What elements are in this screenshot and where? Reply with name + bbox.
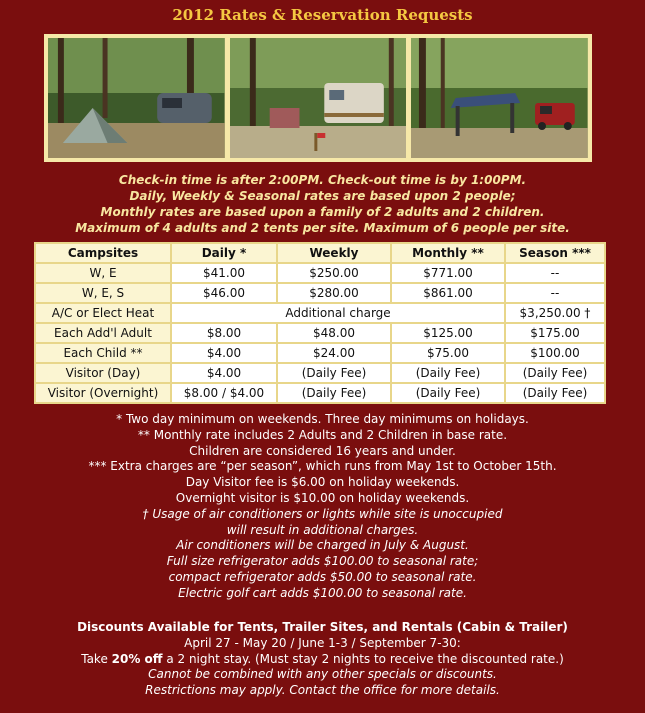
row-label: Each Child ** — [36, 344, 170, 362]
footnote: ** Monthly rate includes 2 Adults and 2 Children in base rate. — [137, 427, 508, 442]
trailer-campsite-photo — [230, 38, 407, 158]
row-label: Visitor (Day) — [36, 364, 170, 382]
tent-campsite-photo — [48, 38, 225, 158]
weekly-cell: $250.00 — [278, 264, 390, 282]
offer-percent: 20% off — [111, 651, 163, 666]
season-cell: $175.00 — [506, 324, 604, 342]
discount-offer — [0, 652, 645, 668]
table-header-row — [36, 244, 604, 262]
monthly-cell: (Daily Fee) — [392, 364, 504, 382]
weekly-cell: (Daily Fee) — [278, 364, 390, 382]
intro-line: Daily, Weekly & Seasonal rates are based upon 2 people; — [129, 189, 516, 203]
offer-post: a 2 night stay. (Must stay 2 nights to receive the discounted rate.) — [162, 651, 564, 666]
monthly-cell: (Daily Fee) — [392, 384, 504, 402]
rates-table — [34, 242, 606, 404]
italic-note: Full size refrigerator adds $100.00 to seasonal rate; — [166, 554, 479, 569]
weekly-cell: (Daily Fee) — [278, 384, 390, 402]
daily-cell: $8.00 — [172, 324, 276, 342]
col-header-monthly: Monthly ** — [392, 244, 504, 262]
monthly-cell: $861.00 — [392, 284, 504, 302]
additional-charge-cell: Additional charge — [172, 304, 504, 322]
table-row — [36, 304, 604, 322]
intro-line: Check-in time is after 2:00PM. Check-out time is by 1:00PM. — [118, 173, 527, 187]
table-row — [36, 324, 604, 342]
photo-strip — [44, 34, 592, 162]
weekly-cell: $24.00 — [278, 344, 390, 362]
daily-cell: $8.00 / $4.00 — [172, 384, 276, 402]
row-label: Visitor (Overnight) — [36, 384, 170, 402]
daily-cell: $41.00 — [172, 264, 276, 282]
offer-pre: Take — [81, 651, 112, 666]
col-header-season: Season *** — [506, 244, 604, 262]
monthly-cell: $771.00 — [392, 264, 504, 282]
col-header-campsites: Campsites — [36, 244, 170, 262]
table-row — [36, 344, 604, 362]
footnote: *** Extra charges are “per season”, which runs from May 1st to October 15th. — [88, 459, 557, 474]
daily-cell: $4.00 — [172, 364, 276, 382]
italic-note: Air conditioners will be charged in July & August. — [176, 538, 469, 553]
footnotes — [0, 412, 645, 602]
season-cell: -- — [506, 284, 604, 302]
daily-cell: $4.00 — [172, 344, 276, 362]
footnote: Children are considered 16 years and under. — [189, 443, 456, 458]
canopy-campsite-photo — [411, 38, 588, 158]
monthly-cell: $125.00 — [392, 324, 504, 342]
italic-note: Electric golf cart adds $100.00 to seasonal rate. — [178, 585, 467, 600]
italic-note: will result in additional charges. — [226, 522, 419, 537]
row-label: Each Add'l Adult — [36, 324, 170, 342]
col-header-daily: Daily * — [172, 244, 276, 262]
row-label: W, E — [36, 264, 170, 282]
monthly-cell: $75.00 — [392, 344, 504, 362]
table-row — [36, 384, 604, 402]
season-cell: $100.00 — [506, 344, 604, 362]
season-cell: (Daily Fee) — [506, 364, 604, 382]
table-row — [36, 284, 604, 302]
italic-note: † Usage of air conditioners or lights while site is unoccupied — [142, 506, 503, 521]
season-cell: -- — [506, 264, 604, 282]
intro-line: Monthly rates are based upon a family of 2 adults and 2 children. — [100, 205, 545, 219]
weekly-cell: $280.00 — [278, 284, 390, 302]
season-cell: (Daily Fee) — [506, 384, 604, 402]
table-row — [36, 264, 604, 282]
footnote: Day Visitor fee is $6.00 on holiday weekends. — [185, 475, 460, 490]
intro-line: Maximum of 4 adults and 2 tents per site. Maximum of 6 people per site. — [75, 221, 570, 235]
daily-cell: $46.00 — [172, 284, 276, 302]
table-row — [36, 364, 604, 382]
checkin-intro — [0, 172, 645, 236]
season-cell: $3,250.00 † — [506, 304, 604, 322]
discount-restriction: Restrictions may apply. Contact the office for more details. — [145, 683, 500, 698]
discount-dates: April 27 - May 20 / June 1-3 / September 7-30: — [184, 635, 461, 650]
page-title: 2012 Rates & Reservation Requests — [172, 6, 473, 24]
col-header-weekly: Weekly — [278, 244, 390, 262]
footnote: * Two day minimum on weekends. Three day minimums on holidays. — [116, 412, 529, 426]
discount-restriction: Cannot be combined with any other specials or discounts. — [148, 667, 497, 682]
footnote: Overnight visitor is $10.00 on holiday weekends. — [175, 490, 470, 505]
discount-heading: Discounts Available for Tents, Trailer Sites, and Rentals (Cabin & Trailer) — [77, 620, 568, 634]
row-label: W, E, S — [36, 284, 170, 302]
weekly-cell: $48.00 — [278, 324, 390, 342]
row-label: A/C or Elect Heat — [36, 304, 170, 322]
italic-note: compact refrigerator adds $50.00 to seasonal rate. — [168, 569, 477, 584]
discount-section — [0, 620, 645, 699]
